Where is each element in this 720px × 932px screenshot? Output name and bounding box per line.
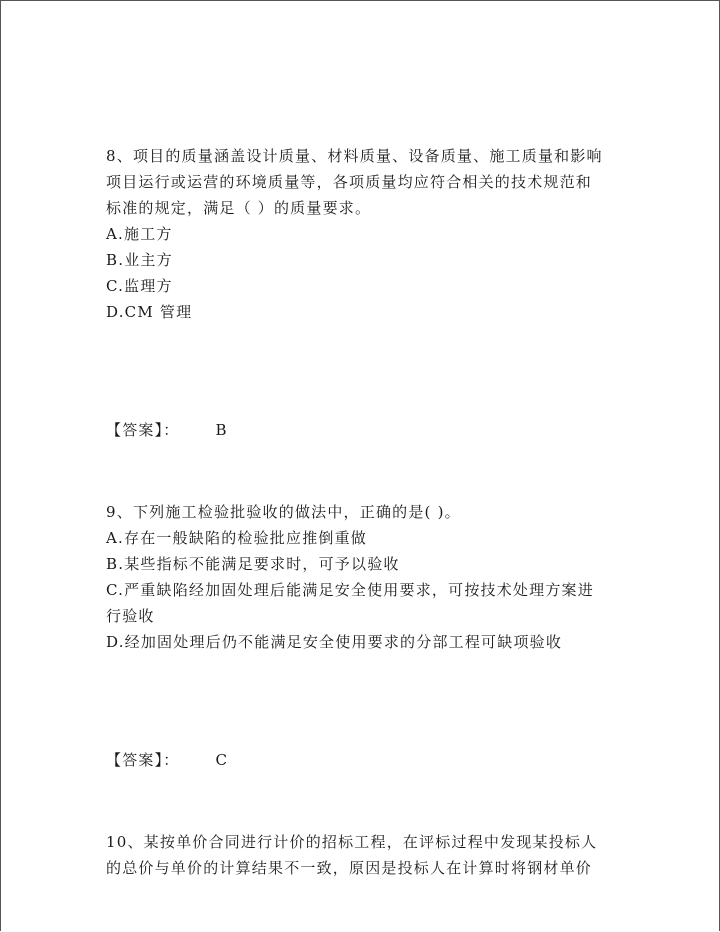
question-stem-line: 9、下列施工检验批验收的做法中，正确的是( )。 [106, 503, 461, 521]
question-stem-line: 项目运行或运营的环境质量等，各项质量均应符合相关的技术规范和 [106, 173, 593, 191]
answer-value: B [215, 421, 228, 439]
answer-label: 【答案】： [106, 751, 180, 769]
question-stem-line: 10、某按单价合同进行计价的招标工程，在评标过程中发现某投标人 [106, 833, 598, 851]
question-10 [106, 829, 626, 881]
question-stem-line: 的总价与单价的计算结果不一致，原因是投标人在计算时将钢材单价 [106, 859, 593, 877]
option-c: C.监理方 [106, 277, 173, 295]
question-9 [106, 499, 626, 655]
document-body [106, 143, 626, 881]
answer-8 [106, 417, 626, 443]
answer-9 [106, 747, 626, 773]
option-a: A.施工方 [106, 225, 173, 243]
question-8 [106, 143, 626, 325]
option-b: B.某些指标不能满足要求时，可予以验收 [106, 555, 400, 573]
option-d: D.CM 管理 [106, 303, 193, 321]
option-a: A.存在一般缺陷的检验批应推倒重做 [106, 529, 368, 547]
question-stem-line: 标准的规定，满足（ ）的质量要求。 [106, 199, 372, 217]
option-d: D.经加固处理后仍不能满足安全使用要求的分部工程可缺项验收 [106, 633, 563, 651]
question-stem-line: 8、项目的质量涵盖设计质量、材料质量、设备质量、施工质量和影响 [106, 147, 603, 165]
answer-label: 【答案】： [106, 421, 180, 439]
option-c: C.严重缺陷经加固处理后能满足安全使用要求，可按技术处理方案进 [106, 581, 594, 599]
option-c-continued: 行验收 [106, 607, 155, 625]
answer-value: C [215, 751, 229, 769]
option-b: B.业主方 [106, 251, 173, 269]
